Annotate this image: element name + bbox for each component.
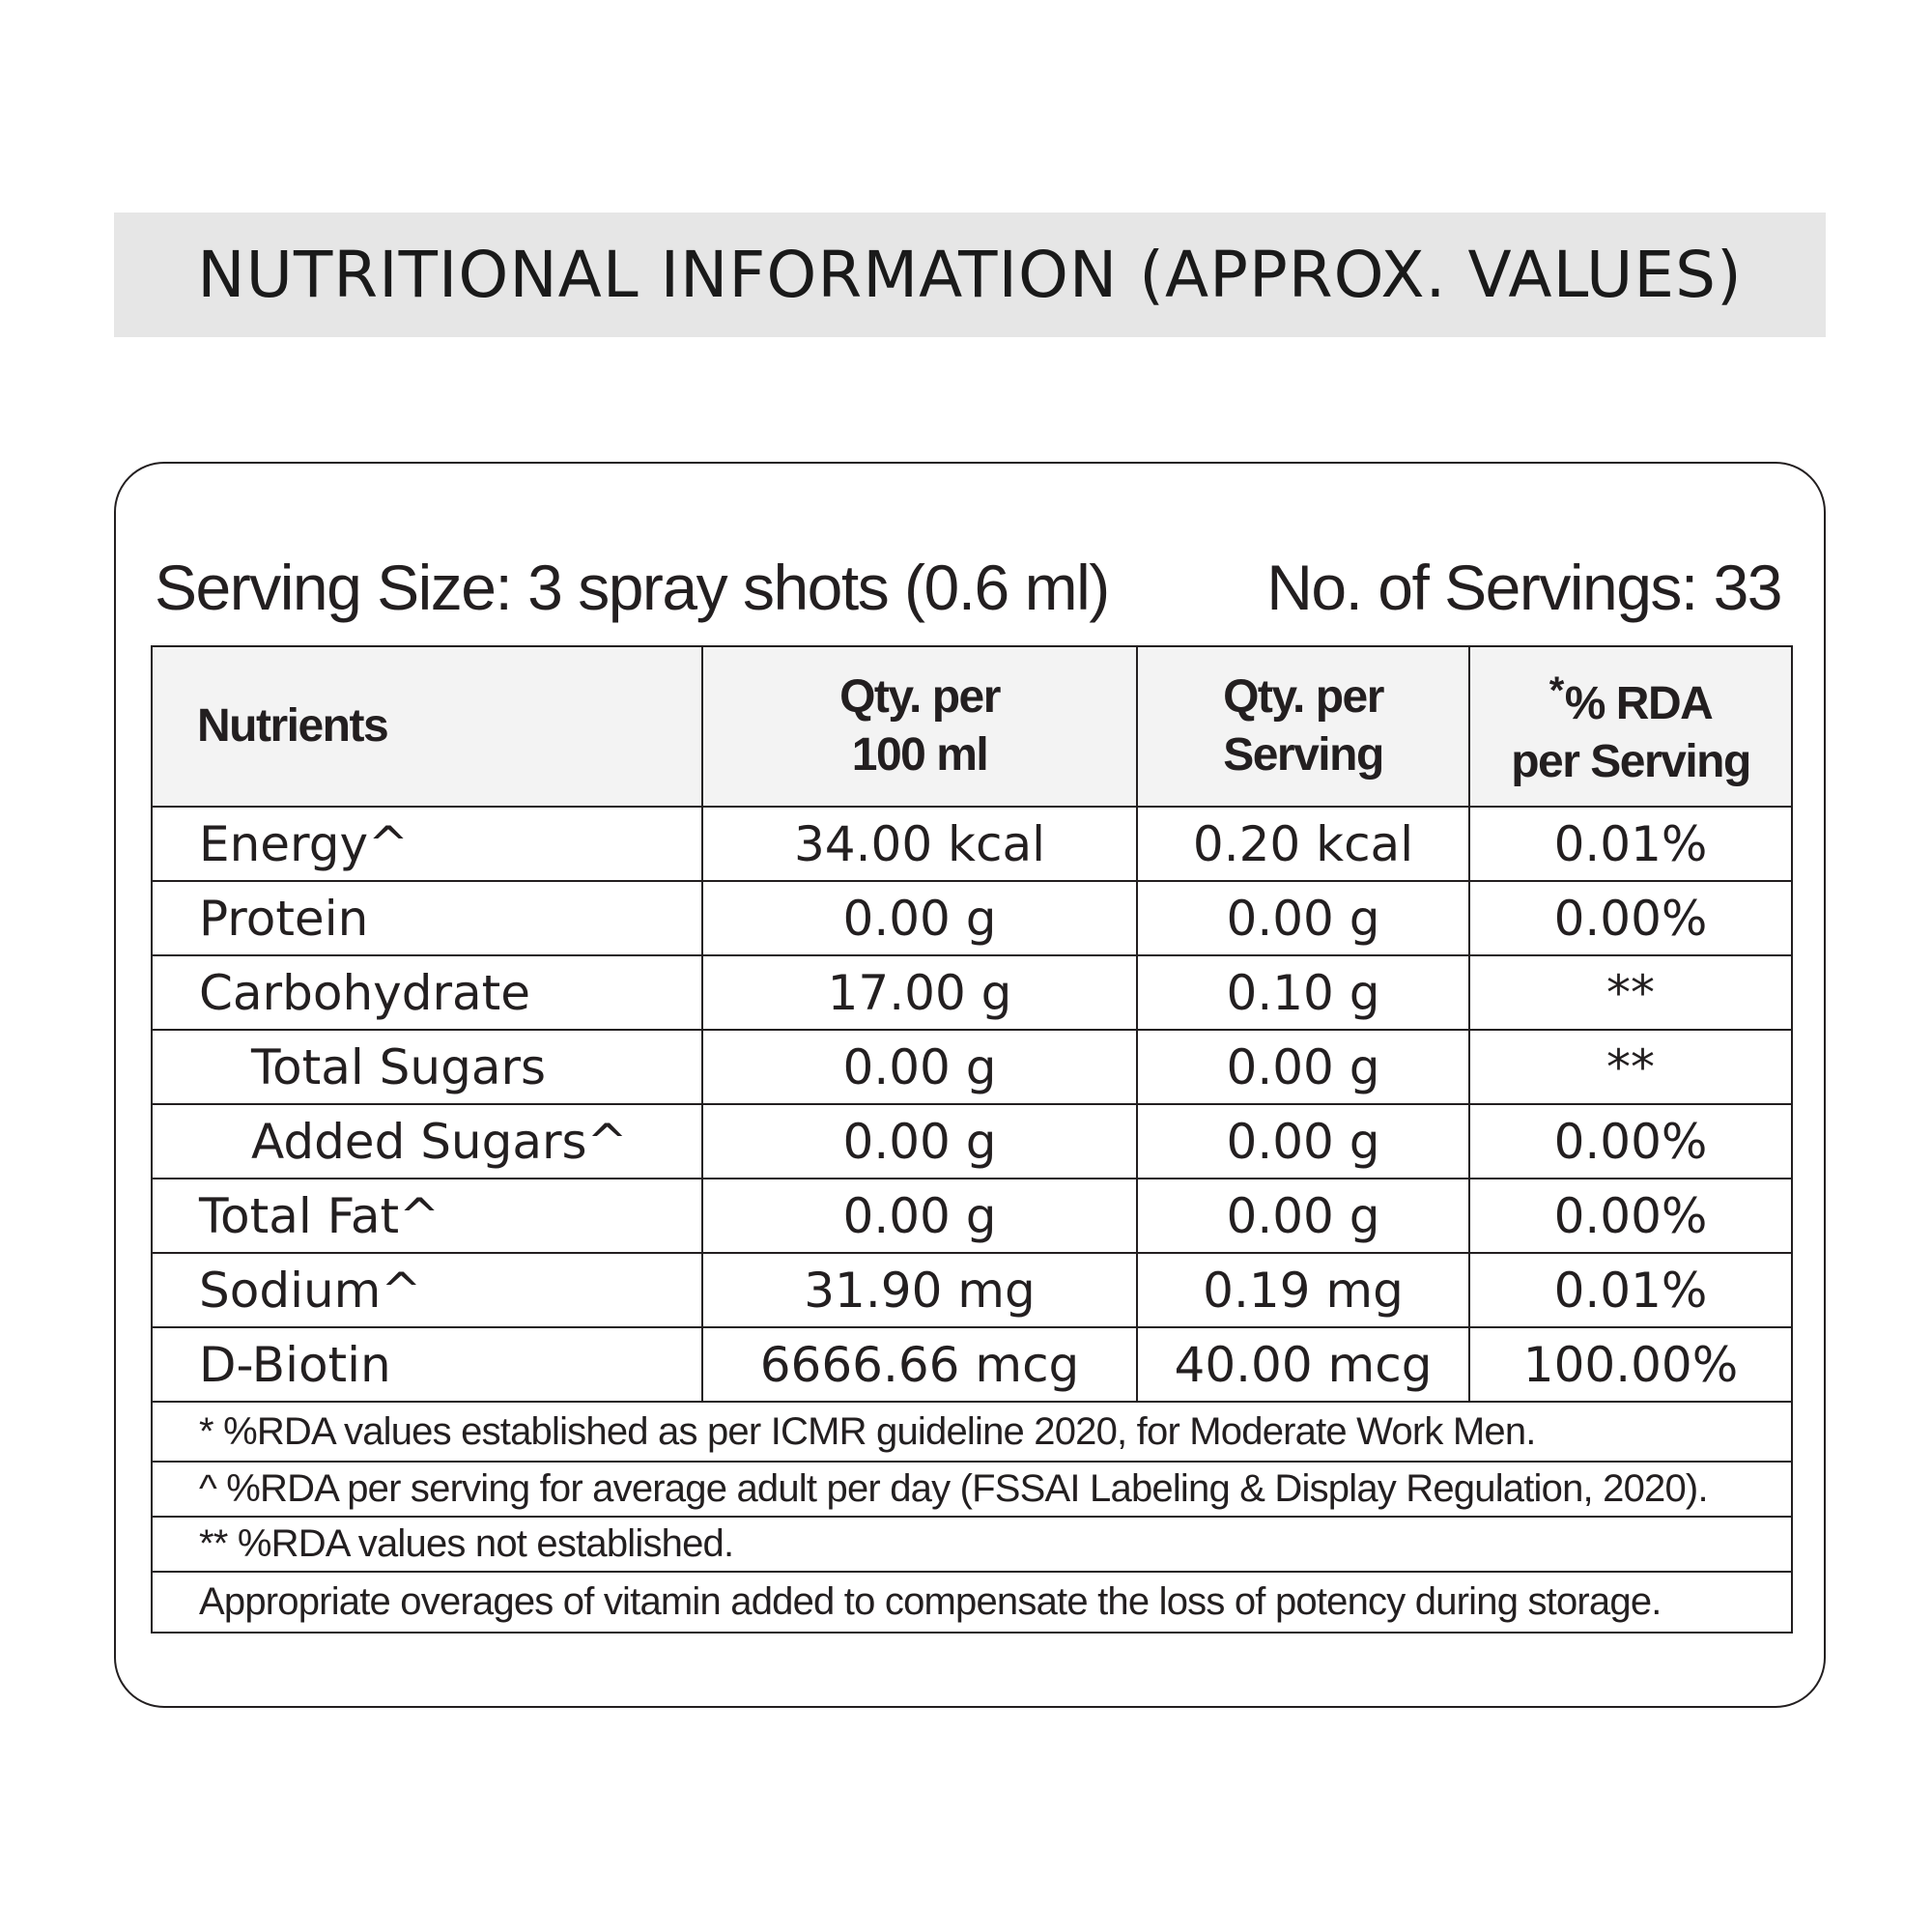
qty-per-100ml: 31.90 mg — [702, 1253, 1137, 1327]
header-qty-per-100ml-line2: 100 ml — [851, 729, 988, 781]
rda-per-serving: 0.00% — [1469, 1104, 1792, 1179]
header-qty-per-100ml — [702, 646, 1137, 807]
nutrition-table — [151, 645, 1793, 1634]
rda-per-serving: 0.00% — [1469, 1179, 1792, 1253]
footnote-row — [152, 1462, 1792, 1517]
header-qty-per-100ml-line1: Qty. per — [839, 671, 1000, 723]
qty-per-100ml: 17.00 g — [702, 955, 1137, 1030]
qty-per-100ml: 0.00 g — [702, 1179, 1137, 1253]
nutrient-name: Energy^ — [152, 807, 702, 881]
table-row — [152, 955, 1792, 1030]
serving-info — [155, 551, 1785, 638]
header-qty-per-serving — [1137, 646, 1469, 807]
table-row — [152, 1327, 1792, 1402]
nutrient-name: Sodium^ — [152, 1253, 702, 1327]
footnote-row — [152, 1517, 1792, 1572]
table-row — [152, 1030, 1792, 1104]
footnote-rda-fssai: ^ %RDA per serving for average adult per day (FSSAI Labeling & Display Regulation, 2020). — [152, 1462, 1792, 1517]
table-row — [152, 1179, 1792, 1253]
header-nutrients: Nutrients — [152, 646, 702, 807]
footnote-rda-not-established: ** %RDA values not established. — [152, 1517, 1792, 1572]
rda-per-serving: 100.00% — [1469, 1327, 1792, 1402]
nutrient-name: Carbohydrate — [152, 955, 702, 1030]
footnote-row — [152, 1572, 1792, 1633]
rda-per-serving: ** — [1469, 955, 1792, 1030]
qty-per-100ml: 0.00 g — [702, 1030, 1137, 1104]
table-row — [152, 1253, 1792, 1327]
table-header-row — [152, 646, 1792, 807]
table-row — [152, 807, 1792, 881]
servings-count: No. of Servings: 33 — [1266, 552, 1781, 623]
table-row — [152, 1104, 1792, 1179]
table-row — [152, 881, 1792, 955]
qty-per-serving: 0.00 g — [1137, 881, 1469, 955]
qty-per-100ml: 34.00 kcal — [702, 807, 1137, 881]
qty-per-serving: 0.00 g — [1137, 1030, 1469, 1104]
footnote-overages: Appropriate overages of vitamin added to compensate the loss of potency during storage. — [152, 1572, 1792, 1633]
header-rda-line2: per Serving — [1511, 736, 1750, 787]
rda-per-serving: ** — [1469, 1030, 1792, 1104]
rda-per-serving: 0.00% — [1469, 881, 1792, 955]
page-title: NUTRITIONAL INFORMATION (APPROX. VALUES) — [197, 238, 1743, 312]
qty-per-100ml: 0.00 g — [702, 881, 1137, 955]
rda-asterisk: * — [1548, 669, 1563, 712]
nutrient-name: Protein — [152, 881, 702, 955]
qty-per-serving: 40.00 mcg — [1137, 1327, 1469, 1402]
title-band — [114, 213, 1826, 337]
footnote-row — [152, 1402, 1792, 1462]
rda-per-serving: 0.01% — [1469, 807, 1792, 881]
qty-per-100ml: 0.00 g — [702, 1104, 1137, 1179]
rda-per-serving: 0.01% — [1469, 1253, 1792, 1327]
qty-per-serving: 0.00 g — [1137, 1179, 1469, 1253]
nutrient-name: Total Fat^ — [152, 1179, 702, 1253]
footnote-rda-icmr: * %RDA values established as per ICMR guideline 2020, for Moderate Work Men. — [152, 1402, 1792, 1462]
header-qty-per-serving-line2: Serving — [1223, 729, 1383, 781]
qty-per-serving: 0.20 kcal — [1137, 807, 1469, 881]
nutrient-name: D-Biotin — [152, 1327, 702, 1402]
serving-size: Serving Size: 3 spray shots (0.6 ml) — [155, 552, 1109, 623]
qty-per-serving: 0.00 g — [1137, 1104, 1469, 1179]
qty-per-serving: 0.10 g — [1137, 955, 1469, 1030]
header-rda-per-serving — [1469, 646, 1792, 807]
header-rda-line1 — [1470, 662, 1791, 733]
nutrient-name: Added Sugars^ — [152, 1104, 702, 1179]
header-qty-per-serving-line1: Qty. per — [1223, 671, 1383, 723]
qty-per-100ml: 6666.66 mcg — [702, 1327, 1137, 1402]
nutrient-name: Total Sugars — [152, 1030, 702, 1104]
header-rda-label: % RDA — [1564, 678, 1713, 729]
qty-per-serving: 0.19 mg — [1137, 1253, 1469, 1327]
